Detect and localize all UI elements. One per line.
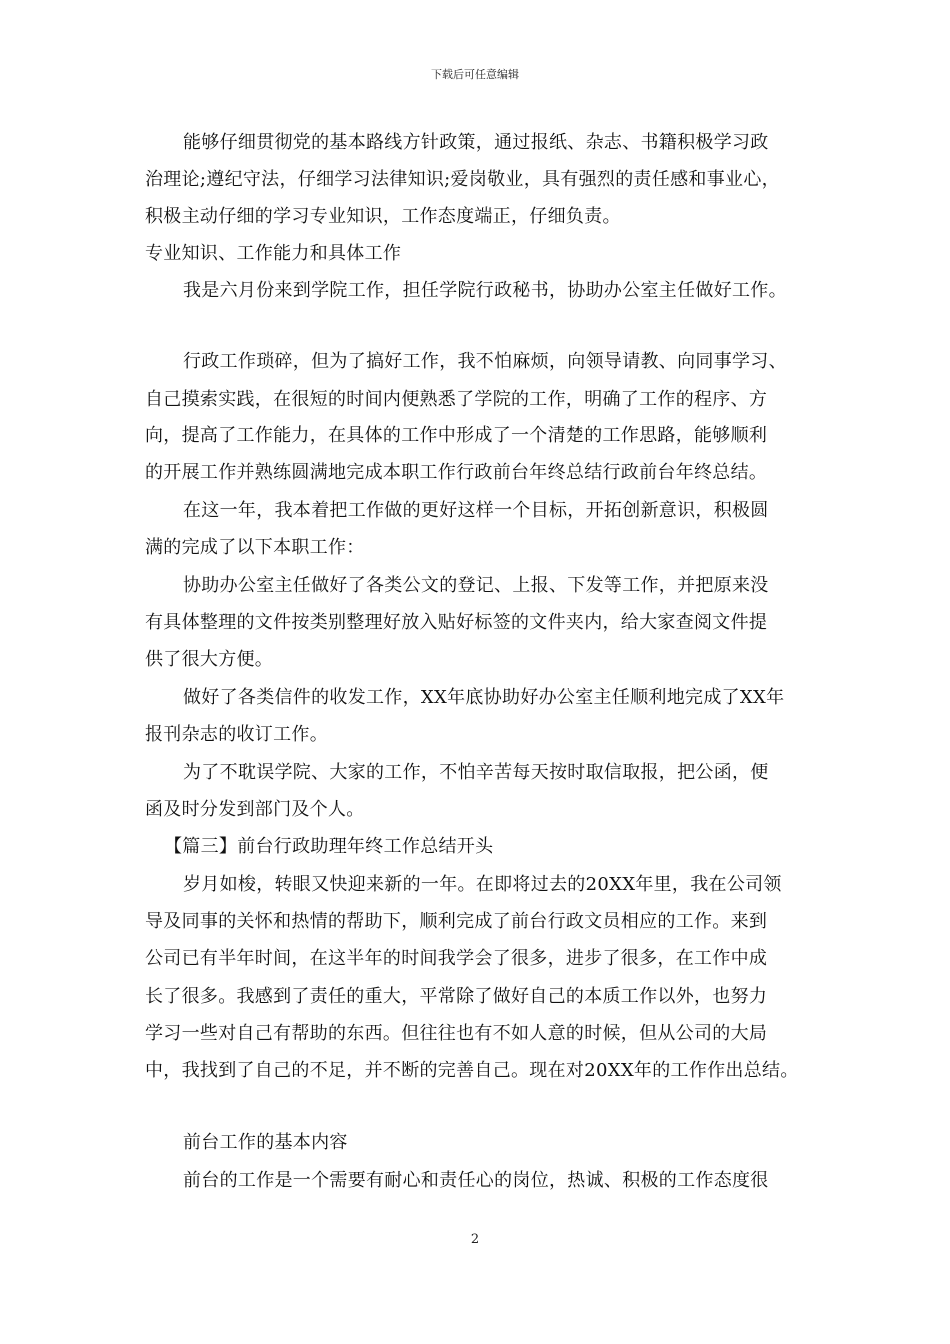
section-heading: 专业知识、工作能力和具体工作	[145, 243, 402, 264]
text-line: 积极主动仔细的学习专业知识，工作态度端正，仔细负责。	[145, 206, 621, 227]
text-line: 长了很多。我感到了责任的重大，平常除了做好自己的本质工作以外，也努力	[145, 986, 768, 1007]
text-line: 做好了各类信件的收发工作，XX年底协助好办公室主任顺利地完成了XX年	[183, 687, 785, 708]
text-line: 向，提高了工作能力，在具体的工作中形成了一个清楚的工作思路，能够顺利	[145, 425, 768, 446]
section-heading: 前台工作的基本内容	[183, 1132, 348, 1153]
text-line: 治理论;遵纪守法，仔细学习法律知识;爱岗敬业，具有强烈的责任感和事业心，	[145, 169, 780, 190]
text-line: 行政工作琐碎，但为了搞好工作，我不怕麻烦，向领导请教、向同事学习、	[183, 351, 787, 372]
page-number: 2	[470, 1232, 480, 1247]
text-line: 自己摸索实践，在很短的时间内便熟悉了学院的工作，明确了工作的程序、方	[145, 389, 768, 410]
text-line: 学习一些对自己有帮助的东西。但往往也有不如人意的时候，但从公司的大局	[145, 1023, 768, 1044]
text-line: 中，我找到了自己的不足，并不断的完善自己。现在对20XX年的工作作出总结。	[145, 1060, 799, 1081]
text-line: 有具体整理的文件按类别整理好放入贴好标签的文件夹内，给大家查阅文件提	[145, 612, 768, 633]
text-line: 前台的工作是一个需要有耐心和责任心的岗位，热诚、积极的工作态度很	[183, 1170, 769, 1191]
text-line: 我是六月份来到学院工作，担任学院行政秘书，协助办公室主任做好工作。	[183, 280, 787, 301]
section-heading: 【篇三】前台行政助理年终工作总结开头	[164, 836, 494, 857]
text-line: 满的完成了以下本职工作：	[145, 537, 365, 558]
text-line: 报刊杂志的收订工作。	[145, 724, 328, 745]
text-line: 协助办公室主任做好了各类公文的登记、上报、下发等工作，并把原来没	[183, 575, 769, 596]
text-line: 公司已有半年时间，在这半年的时间我学会了很多，进步了很多，在工作中成	[145, 948, 768, 969]
text-line: 在这一年，我本着把工作做的更好这样一个目标，开拓创新意识，积极圆	[183, 500, 769, 521]
text-line: 能够仔细贯彻党的基本路线方针政策，通过报纸、杂志、书籍积极学习政	[183, 132, 769, 153]
text-line: 函及时分发到部门及个人。	[145, 799, 365, 820]
page-header: 下载后可任意编辑	[431, 68, 519, 81]
text-line: 为了不耽误学院、大家的工作，不怕辛苦每天按时取信取报，把公函，便	[183, 762, 769, 783]
text-line: 导及同事的关怀和热情的帮助下，顺利完成了前台行政文员相应的工作。来到	[145, 911, 768, 932]
text-line: 的开展工作并熟练圆满地完成本职工作行政前台年终总结行政前台年终总结。	[145, 462, 768, 483]
text-line: 岁月如梭，转眼又快迎来新的一年。在即将过去的20XX年里，我在公司领	[183, 874, 782, 895]
text-line: 供了很大方便。	[145, 649, 274, 670]
